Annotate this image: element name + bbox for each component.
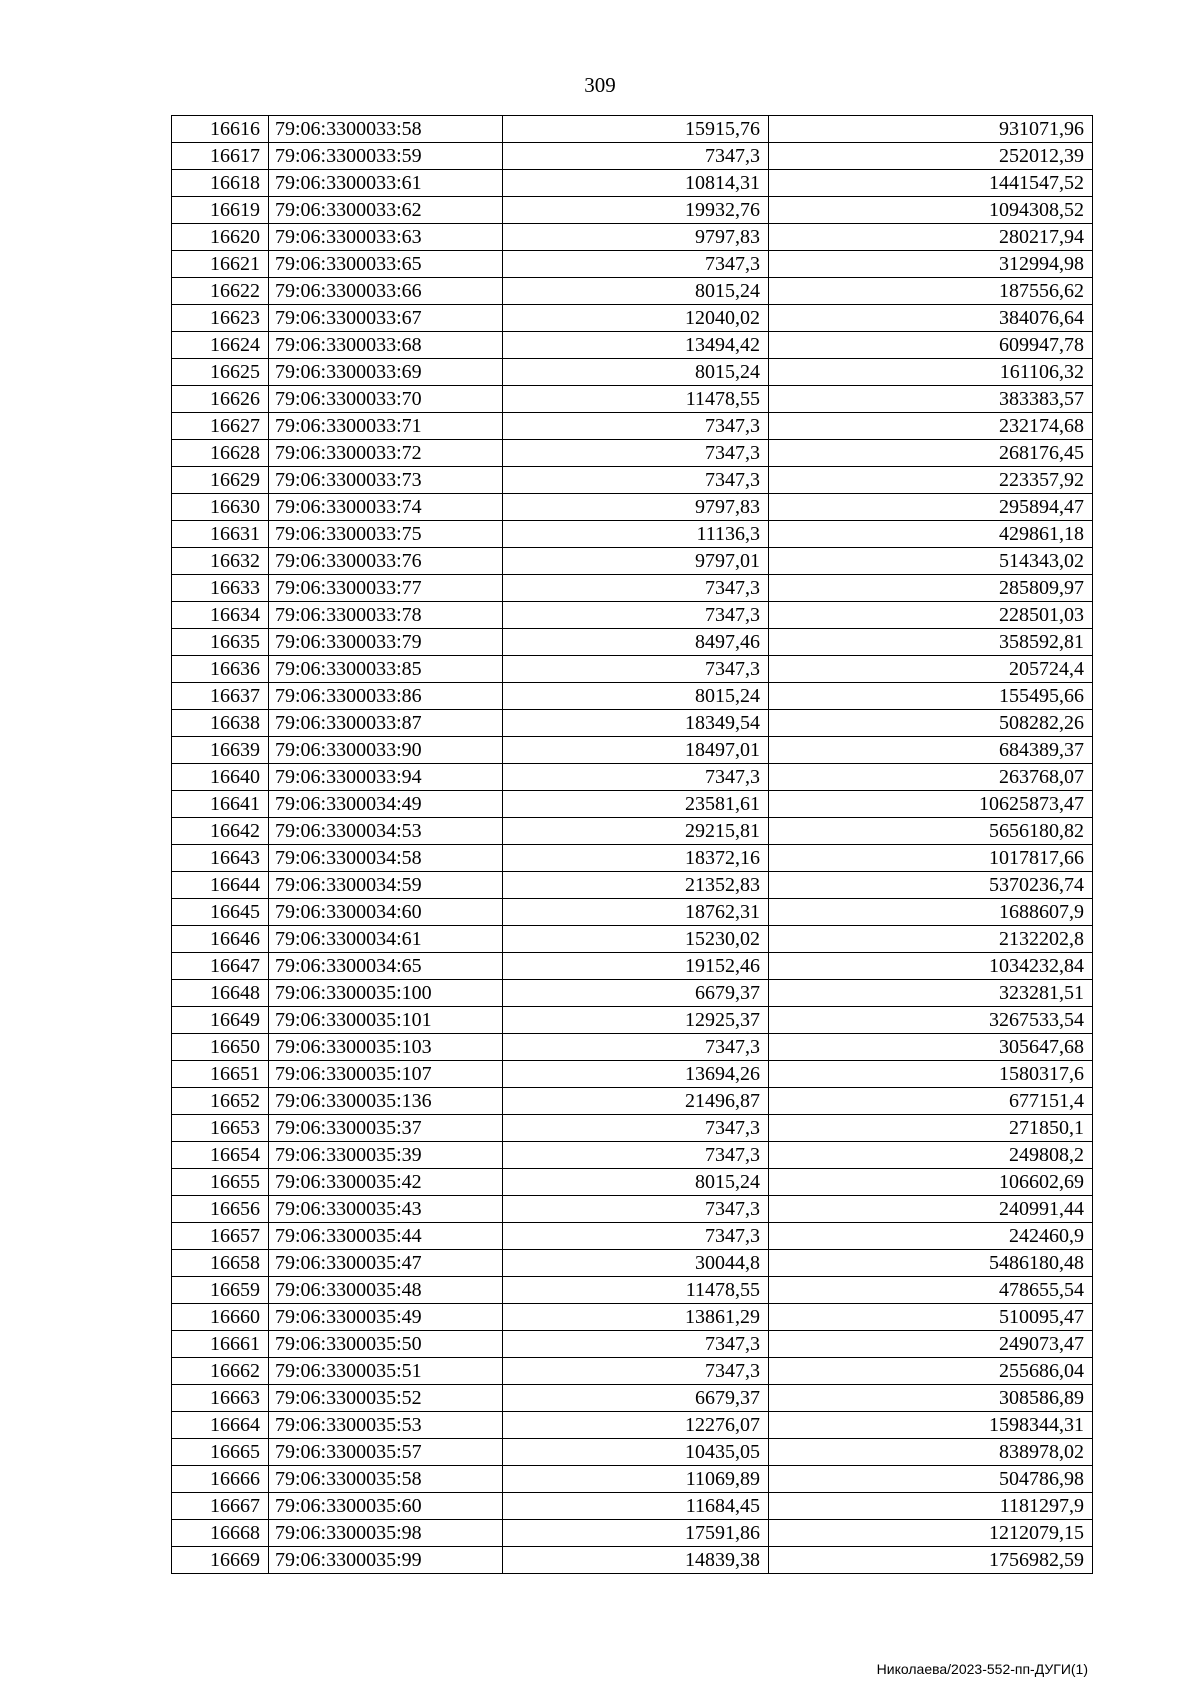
table-row (172, 1466, 1093, 1493)
table-row (172, 872, 1093, 899)
table-row (172, 1250, 1093, 1277)
cadastral-value-cell: 508282,26 (769, 710, 1093, 737)
area-cell: 8015,24 (503, 278, 769, 305)
cadastral-value-cell: 3267533,54 (769, 1007, 1093, 1034)
cadastral-value-cell: 514343,02 (769, 548, 1093, 575)
cadastral-number-cell: 79:06:3300034:58 (269, 845, 503, 872)
cadastral-number-cell: 79:06:3300033:68 (269, 332, 503, 359)
cadastral-value-cell: 255686,04 (769, 1358, 1093, 1385)
table-row (172, 548, 1093, 575)
table-row (172, 1331, 1093, 1358)
row-number-cell: 16617 (172, 143, 269, 170)
area-cell: 6679,37 (503, 1385, 769, 1412)
cadastral-number-cell: 79:06:3300035:50 (269, 1331, 503, 1358)
table-row (172, 1196, 1093, 1223)
cadastral-number-cell: 79:06:3300035:99 (269, 1547, 503, 1574)
row-number-cell: 16620 (172, 224, 269, 251)
cadastral-value-cell: 1094308,52 (769, 197, 1093, 224)
area-cell: 12925,37 (503, 1007, 769, 1034)
cadastral-value-cell: 249808,2 (769, 1142, 1093, 1169)
cadastral-value-cell: 478655,54 (769, 1277, 1093, 1304)
area-cell: 7347,3 (503, 1358, 769, 1385)
table-row (172, 818, 1093, 845)
cadastral-number-cell: 79:06:3300035:49 (269, 1304, 503, 1331)
row-number-cell: 16621 (172, 251, 269, 278)
area-cell: 13861,29 (503, 1304, 769, 1331)
area-cell: 6679,37 (503, 980, 769, 1007)
area-cell: 23581,61 (503, 791, 769, 818)
table-row (172, 197, 1093, 224)
row-number-cell: 16668 (172, 1520, 269, 1547)
table-row (172, 1007, 1093, 1034)
cadastral-number-cell: 79:06:3300035:57 (269, 1439, 503, 1466)
row-number-cell: 16654 (172, 1142, 269, 1169)
row-number-cell: 16628 (172, 440, 269, 467)
row-number-cell: 16649 (172, 1007, 269, 1034)
cadastral-value-cell: 677151,4 (769, 1088, 1093, 1115)
row-number-cell: 16626 (172, 386, 269, 413)
row-number-cell: 16630 (172, 494, 269, 521)
table-row (172, 683, 1093, 710)
cadastral-number-cell: 79:06:3300033:58 (269, 116, 503, 143)
table-row (172, 467, 1093, 494)
cadastral-value-cell: 2132202,8 (769, 926, 1093, 953)
row-number-cell: 16622 (172, 278, 269, 305)
row-number-cell: 16653 (172, 1115, 269, 1142)
area-cell: 11684,45 (503, 1493, 769, 1520)
cadastral-number-cell: 79:06:3300033:73 (269, 467, 503, 494)
row-number-cell: 16652 (172, 1088, 269, 1115)
row-number-cell: 16644 (172, 872, 269, 899)
row-number-cell: 16637 (172, 683, 269, 710)
cadastral-value-cell: 504786,98 (769, 1466, 1093, 1493)
row-number-cell: 16642 (172, 818, 269, 845)
cadastral-number-cell: 79:06:3300034:49 (269, 791, 503, 818)
cadastral-number-cell: 79:06:3300035:48 (269, 1277, 503, 1304)
area-cell: 7347,3 (503, 1034, 769, 1061)
table-row (172, 980, 1093, 1007)
table-row (172, 413, 1093, 440)
table-row (172, 1304, 1093, 1331)
cadastral-number-cell: 79:06:3300033:79 (269, 629, 503, 656)
table-row (172, 1493, 1093, 1520)
cadastral-value-table (171, 115, 1093, 1574)
row-number-cell: 16645 (172, 899, 269, 926)
cadastral-value-cell: 295894,47 (769, 494, 1093, 521)
cadastral-number-cell: 79:06:3300035:42 (269, 1169, 503, 1196)
cadastral-value-cell: 1441547,52 (769, 170, 1093, 197)
row-number-cell: 16638 (172, 710, 269, 737)
cadastral-number-cell: 79:06:3300033:66 (269, 278, 503, 305)
table-row (172, 305, 1093, 332)
cadastral-number-cell: 79:06:3300035:103 (269, 1034, 503, 1061)
table-row (172, 737, 1093, 764)
row-number-cell: 16634 (172, 602, 269, 629)
area-cell: 8015,24 (503, 683, 769, 710)
cadastral-number-cell: 79:06:3300035:58 (269, 1466, 503, 1493)
cadastral-number-cell: 79:06:3300033:76 (269, 548, 503, 575)
cadastral-number-cell: 79:06:3300035:43 (269, 1196, 503, 1223)
area-cell: 19152,46 (503, 953, 769, 980)
cadastral-number-cell: 79:06:3300033:67 (269, 305, 503, 332)
row-number-cell: 16631 (172, 521, 269, 548)
cadastral-number-cell: 79:06:3300033:71 (269, 413, 503, 440)
table-row (172, 1034, 1093, 1061)
cadastral-number-cell: 79:06:3300034:60 (269, 899, 503, 926)
area-cell: 10814,31 (503, 170, 769, 197)
page-number: 309 (584, 73, 616, 97)
area-cell: 11478,55 (503, 386, 769, 413)
cadastral-value-cell: 383383,57 (769, 386, 1093, 413)
cadastral-value-cell: 106602,69 (769, 1169, 1093, 1196)
cadastral-number-cell: 79:06:3300035:60 (269, 1493, 503, 1520)
cadastral-number-cell: 79:06:3300035:47 (269, 1250, 503, 1277)
row-number-cell: 16643 (172, 845, 269, 872)
row-number-cell: 16627 (172, 413, 269, 440)
table-row (172, 710, 1093, 737)
row-number-cell: 16640 (172, 764, 269, 791)
cadastral-number-cell: 79:06:3300033:61 (269, 170, 503, 197)
cadastral-number-cell: 79:06:3300033:62 (269, 197, 503, 224)
cadastral-value-cell: 384076,64 (769, 305, 1093, 332)
cadastral-value-cell: 1688607,9 (769, 899, 1093, 926)
row-number-cell: 16655 (172, 1169, 269, 1196)
cadastral-number-cell: 79:06:3300035:39 (269, 1142, 503, 1169)
table-row (172, 602, 1093, 629)
area-cell: 9797,83 (503, 494, 769, 521)
row-number-cell: 16658 (172, 1250, 269, 1277)
table-row (172, 1358, 1093, 1385)
table-row (172, 1115, 1093, 1142)
area-cell: 21352,83 (503, 872, 769, 899)
table-row (172, 1061, 1093, 1088)
table-row (172, 170, 1093, 197)
cadastral-number-cell: 79:06:3300033:78 (269, 602, 503, 629)
cadastral-value-cell: 609947,78 (769, 332, 1093, 359)
table-row (172, 521, 1093, 548)
area-cell: 7347,3 (503, 575, 769, 602)
area-cell: 11136,3 (503, 521, 769, 548)
cadastral-value-cell: 358592,81 (769, 629, 1093, 656)
table-row (172, 1547, 1093, 1574)
row-number-cell: 16616 (172, 116, 269, 143)
table-row (172, 1142, 1093, 1169)
row-number-cell: 16646 (172, 926, 269, 953)
cadastral-number-cell: 79:06:3300035:98 (269, 1520, 503, 1547)
cadastral-number-cell: 79:06:3300033:90 (269, 737, 503, 764)
cadastral-number-cell: 79:06:3300033:69 (269, 359, 503, 386)
table-row (172, 1223, 1093, 1250)
cadastral-number-cell: 79:06:3300033:74 (269, 494, 503, 521)
table-row (172, 224, 1093, 251)
row-number-cell: 16666 (172, 1466, 269, 1493)
row-number-cell: 16625 (172, 359, 269, 386)
cadastral-value-cell: 323281,51 (769, 980, 1093, 1007)
row-number-cell: 16623 (172, 305, 269, 332)
area-cell: 7347,3 (503, 143, 769, 170)
cadastral-value-cell: 280217,94 (769, 224, 1093, 251)
cadastral-number-cell: 79:06:3300033:63 (269, 224, 503, 251)
table-row (172, 764, 1093, 791)
area-cell: 7347,3 (503, 602, 769, 629)
cadastral-value-cell: 308586,89 (769, 1385, 1093, 1412)
cadastral-value-cell: 1756982,59 (769, 1547, 1093, 1574)
cadastral-value-cell: 1598344,31 (769, 1412, 1093, 1439)
area-cell: 15915,76 (503, 116, 769, 143)
cadastral-value-cell: 5656180,82 (769, 818, 1093, 845)
area-cell: 13694,26 (503, 1061, 769, 1088)
cadastral-value-cell: 242460,9 (769, 1223, 1093, 1250)
cadastral-value-cell: 838978,02 (769, 1439, 1093, 1466)
row-number-cell: 16629 (172, 467, 269, 494)
table-row (172, 1439, 1093, 1466)
area-cell: 13494,42 (503, 332, 769, 359)
cadastral-value-cell: 1580317,6 (769, 1061, 1093, 1088)
area-cell: 18762,31 (503, 899, 769, 926)
table-row (172, 1412, 1093, 1439)
row-number-cell: 16639 (172, 737, 269, 764)
cadastral-number-cell: 79:06:3300033:85 (269, 656, 503, 683)
table-row (172, 440, 1093, 467)
row-number-cell: 16641 (172, 791, 269, 818)
cadastral-number-cell: 79:06:3300035:53 (269, 1412, 503, 1439)
cadastral-number-cell: 79:06:3300033:87 (269, 710, 503, 737)
area-cell: 7347,3 (503, 1142, 769, 1169)
row-number-cell: 16656 (172, 1196, 269, 1223)
area-cell: 11478,55 (503, 1277, 769, 1304)
cadastral-value-cell: 5486180,48 (769, 1250, 1093, 1277)
cadastral-number-cell: 79:06:3300033:72 (269, 440, 503, 467)
row-number-cell: 16650 (172, 1034, 269, 1061)
area-cell: 18497,01 (503, 737, 769, 764)
area-cell: 21496,87 (503, 1088, 769, 1115)
row-number-cell: 16659 (172, 1277, 269, 1304)
area-cell: 7347,3 (503, 413, 769, 440)
cadastral-number-cell: 79:06:3300033:75 (269, 521, 503, 548)
cadastral-number-cell: 79:06:3300033:65 (269, 251, 503, 278)
area-cell: 7347,3 (503, 764, 769, 791)
cadastral-number-cell: 79:06:3300035:100 (269, 980, 503, 1007)
table-row (172, 953, 1093, 980)
area-cell: 30044,8 (503, 1250, 769, 1277)
cadastral-value-cell: 161106,32 (769, 359, 1093, 386)
area-cell: 7347,3 (503, 251, 769, 278)
area-cell: 8497,46 (503, 629, 769, 656)
row-number-cell: 16636 (172, 656, 269, 683)
table-row (172, 332, 1093, 359)
table-row (172, 1385, 1093, 1412)
cadastral-value-cell: 10625873,47 (769, 791, 1093, 818)
row-number-cell: 16624 (172, 332, 269, 359)
area-cell: 19932,76 (503, 197, 769, 224)
row-number-cell: 16619 (172, 197, 269, 224)
row-number-cell: 16651 (172, 1061, 269, 1088)
row-number-cell: 16657 (172, 1223, 269, 1250)
cadastral-number-cell: 79:06:3300034:53 (269, 818, 503, 845)
table-row (172, 845, 1093, 872)
row-number-cell: 16647 (172, 953, 269, 980)
row-number-cell: 16661 (172, 1331, 269, 1358)
cadastral-value-cell: 263768,07 (769, 764, 1093, 791)
table-row (172, 1169, 1093, 1196)
cadastral-value-cell: 240991,44 (769, 1196, 1093, 1223)
cadastral-value-cell: 187556,62 (769, 278, 1093, 305)
area-cell: 8015,24 (503, 1169, 769, 1196)
table-body (172, 116, 1093, 1574)
row-number-cell: 16632 (172, 548, 269, 575)
row-number-cell: 16662 (172, 1358, 269, 1385)
table-row (172, 575, 1093, 602)
cadastral-number-cell: 79:06:3300035:44 (269, 1223, 503, 1250)
cadastral-value-cell: 228501,03 (769, 602, 1093, 629)
cadastral-value-cell: 249073,47 (769, 1331, 1093, 1358)
table-row (172, 494, 1093, 521)
cadastral-value-cell: 268176,45 (769, 440, 1093, 467)
area-cell: 14839,38 (503, 1547, 769, 1574)
row-number-cell: 16669 (172, 1547, 269, 1574)
cadastral-value-cell: 684389,37 (769, 737, 1093, 764)
area-cell: 12040,02 (503, 305, 769, 332)
area-cell: 17591,86 (503, 1520, 769, 1547)
area-cell: 9797,01 (503, 548, 769, 575)
table-row (172, 251, 1093, 278)
table-row (172, 143, 1093, 170)
table-row (172, 1088, 1093, 1115)
table-row (172, 278, 1093, 305)
row-number-cell: 16660 (172, 1304, 269, 1331)
area-cell: 7347,3 (503, 1331, 769, 1358)
row-number-cell: 16633 (172, 575, 269, 602)
cadastral-number-cell: 79:06:3300034:59 (269, 872, 503, 899)
cadastral-value-cell: 1017817,66 (769, 845, 1093, 872)
row-number-cell: 16618 (172, 170, 269, 197)
table-row (172, 629, 1093, 656)
table-row (172, 926, 1093, 953)
cadastral-number-cell: 79:06:3300035:101 (269, 1007, 503, 1034)
cadastral-value-cell: 931071,96 (769, 116, 1093, 143)
cadastral-value-cell: 510095,47 (769, 1304, 1093, 1331)
cadastral-number-cell: 79:06:3300033:86 (269, 683, 503, 710)
document-reference: Николаева/2023-552-пп-ДУГИ(1) (876, 1661, 1088, 1677)
cadastral-value-cell: 155495,66 (769, 683, 1093, 710)
row-number-cell: 16648 (172, 980, 269, 1007)
cadastral-number-cell: 79:06:3300033:59 (269, 143, 503, 170)
table-row (172, 656, 1093, 683)
table-row (172, 899, 1093, 926)
area-cell: 11069,89 (503, 1466, 769, 1493)
cadastral-value-cell: 223357,92 (769, 467, 1093, 494)
cadastral-value-cell: 1212079,15 (769, 1520, 1093, 1547)
area-cell: 7347,3 (503, 467, 769, 494)
row-number-cell: 16665 (172, 1439, 269, 1466)
cadastral-value-cell: 1034232,84 (769, 953, 1093, 980)
area-cell: 7347,3 (503, 440, 769, 467)
table-row (172, 386, 1093, 413)
cadastral-value-cell: 205724,4 (769, 656, 1093, 683)
area-cell: 7347,3 (503, 1196, 769, 1223)
table-row (172, 116, 1093, 143)
area-cell: 12276,07 (503, 1412, 769, 1439)
cadastral-number-cell: 79:06:3300035:51 (269, 1358, 503, 1385)
table-row (172, 791, 1093, 818)
cadastral-value-cell: 252012,39 (769, 143, 1093, 170)
area-cell: 18349,54 (503, 710, 769, 737)
cadastral-value-cell: 429861,18 (769, 521, 1093, 548)
cadastral-number-cell: 79:06:3300035:52 (269, 1385, 503, 1412)
area-cell: 7347,3 (503, 656, 769, 683)
area-cell: 7347,3 (503, 1115, 769, 1142)
cadastral-value-cell: 232174,68 (769, 413, 1093, 440)
cadastral-number-cell: 79:06:3300034:61 (269, 926, 503, 953)
table-row (172, 1277, 1093, 1304)
area-cell: 8015,24 (503, 359, 769, 386)
cadastral-number-cell: 79:06:3300033:77 (269, 575, 503, 602)
area-cell: 29215,81 (503, 818, 769, 845)
cadastral-number-cell: 79:06:3300035:37 (269, 1115, 503, 1142)
table-row (172, 1520, 1093, 1547)
area-cell: 9797,83 (503, 224, 769, 251)
row-number-cell: 16663 (172, 1385, 269, 1412)
cadastral-number-cell: 79:06:3300035:136 (269, 1088, 503, 1115)
cadastral-value-cell: 1181297,9 (769, 1493, 1093, 1520)
area-cell: 7347,3 (503, 1223, 769, 1250)
area-cell: 18372,16 (503, 845, 769, 872)
area-cell: 10435,05 (503, 1439, 769, 1466)
cadastral-value-cell: 285809,97 (769, 575, 1093, 602)
cadastral-number-cell: 79:06:3300034:65 (269, 953, 503, 980)
cadastral-number-cell: 79:06:3300035:107 (269, 1061, 503, 1088)
row-number-cell: 16635 (172, 629, 269, 656)
cadastral-value-cell: 5370236,74 (769, 872, 1093, 899)
row-number-cell: 16667 (172, 1493, 269, 1520)
area-cell: 15230,02 (503, 926, 769, 953)
table-row (172, 359, 1093, 386)
cadastral-number-cell: 79:06:3300033:70 (269, 386, 503, 413)
cadastral-value-cell: 312994,98 (769, 251, 1093, 278)
cadastral-value-cell: 271850,1 (769, 1115, 1093, 1142)
cadastral-value-cell: 305647,68 (769, 1034, 1093, 1061)
cadastral-number-cell: 79:06:3300033:94 (269, 764, 503, 791)
row-number-cell: 16664 (172, 1412, 269, 1439)
